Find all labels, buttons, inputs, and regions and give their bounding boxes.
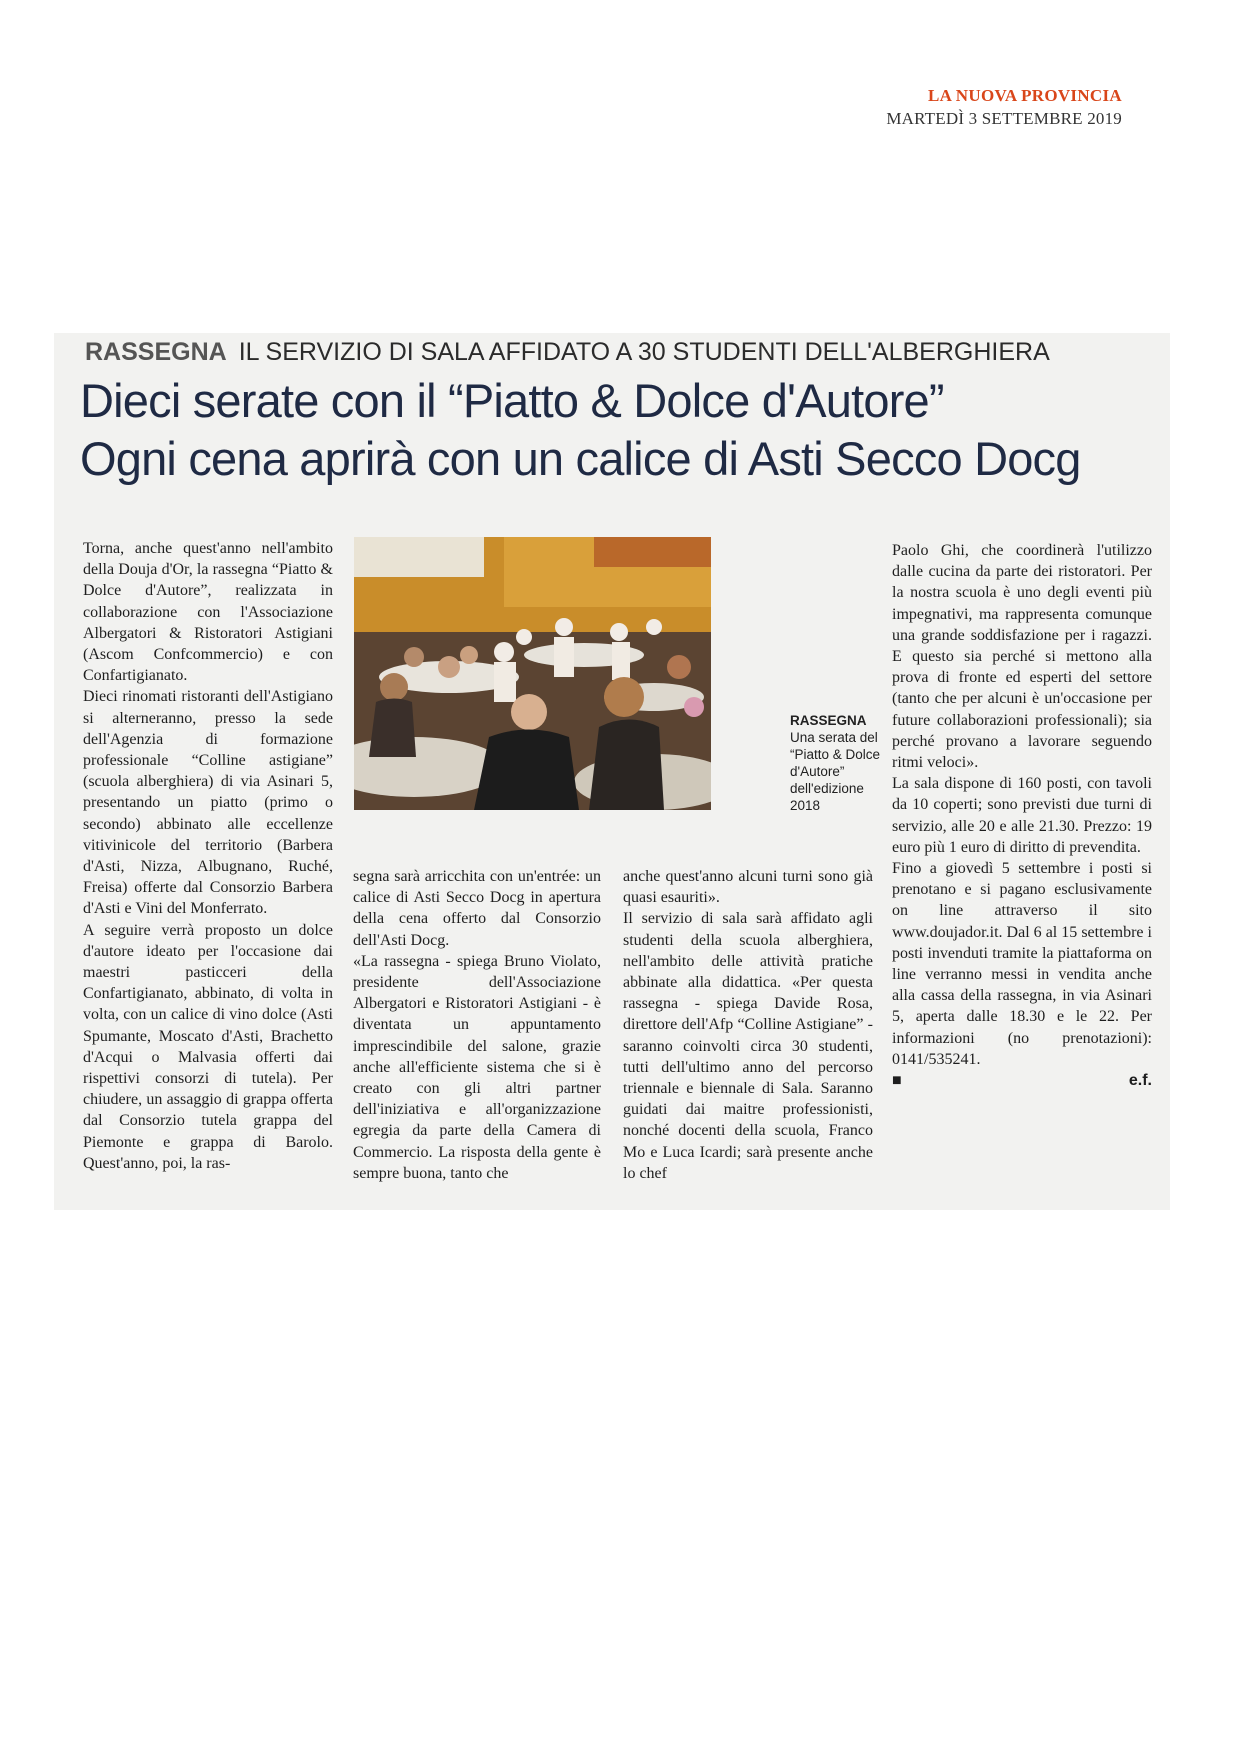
paragraph: Paolo Ghi, che coordinerà l'utilizzo dalle cucina da parte dei ristoratori. Per la nostra scuola è uno degli eventi più impegnativi, ma rappresenta comunque una grande soddisfazione per i ragazzi. E questo sia perché si mettono alla prova di fronte ed esperti del settore (tanto che per alcuni è un'occasione per future collaborazioni professionali); sia perché provano a lavorare seguendo ritmi veloci».: [892, 542, 1152, 772]
paragraph: Dieci rinomati ristoranti dell'Astigiano si alterneranno, presso la sede dell'Agenzia di formazione professionale “Colline astigiane” (scuola alberghiera) di via Asinari 5, presentando un piatto (primo o secondo) abbinato alle eccellenze vitivinicole del territorio (Barbera d'Asti, Nizza, Albugnano, Ruché, Freisa) offerte dal Consorzio Barbera d'Asti e Vini del Monferrato.: [83, 688, 333, 918]
publication-date: MARTEDÌ 3 SETTEMBRE 2019: [886, 109, 1122, 128]
headline-line-1: Dieci serate con il “Piatto & Dolce d'Autore”: [80, 374, 944, 427]
photo-caption: [790, 712, 885, 814]
article-column-3: [623, 866, 873, 1184]
article-column-4: [892, 540, 1152, 1091]
paragraph: La sala dispone di 160 posti, con tavoli da 10 coperti; sono previsti due turni di servizio, alle 20 e alle 21.30. Prezzo: 19 euro più 1 euro di diritto di prevendita.: [892, 775, 1152, 856]
article-column-1: [83, 538, 333, 1174]
section-tag: RASSEGNA: [85, 338, 227, 366]
paragraph: Fino a giovedì 5 settembre i posti si prenotano e si pagano esclusivamente on line attraverso il sito www.doujador.it. Dal 6 al 15 settembre i posti invenduti tramite la piattaforma on line verranno messi in vendita anche alla cassa della rassegna, in via Asinari 5, aperta dalle 18.30 e le 22. Per informazioni (no prenotazioni): 0141/535241.: [892, 860, 1152, 1068]
event-photo: [354, 537, 711, 810]
caption-text: Una serata del “Piatto & Dolce d'Autore” dell'edizione 2018: [790, 730, 881, 813]
author-initials: e.f.: [1128, 1072, 1152, 1090]
headline-line-2: Ogni cena aprirà con un calice di Asti Secco Docg: [80, 432, 1081, 485]
article-kicker: [85, 338, 1155, 367]
paragraph: «La rassegna - spiega Bruno Violato, presidente dell'Associazione Albergatori e Ristoratori Astigiani - è diventata un appuntamento imprescindibile del salone, grazie anche all'efficiente sistema che si è creato con gli altri partner dell'iniziativa e all'organizzazione egregia da parte della Camera di Commercio. La risposta della gente è sempre buona, tanto che: [353, 952, 601, 1182]
paragraph: segna sarà arricchita con un'entrée: un calice di Asti Secco Docg in apertura della cena offerto dal Consorzio dell'Asti Docg.: [353, 868, 601, 949]
article-end: [892, 1070, 1152, 1091]
paragraph: anche quest'anno alcuni turni sono già quasi esauriti».: [623, 868, 873, 907]
paragraph: Torna, anche quest'anno nell'ambito della Douja d'Or, la rassegna “Piatto & Dolce d'Autore”, realizzata in collaborazione con l'Associazione Albergatori & Ristoratori Astigiani (Ascom Confcommercio) e con Confartigianato.: [83, 540, 333, 685]
paragraph: Il servizio di sala sarà affidato agli studenti della scuola alberghiera, nell'ambito delle attività pratiche abbinate alla didattica. «Per questa rassegna - spiega Davide Rosa, direttore dell'Afp “Colline Astigiane” - saranno coinvolti circa 30 studenti, tutti dell'ultimo anno del percorso triennale e biennale di Sala. Saranno guidati dai maitre professionisti, nonché docenti della scuola, Franco Mo e Luca Icardi; sarà presente anche lo chef: [623, 910, 873, 1182]
article-headline: [80, 372, 1170, 488]
masthead: [822, 86, 1122, 129]
article-column-2: [353, 866, 601, 1184]
end-bullet: ■: [892, 1072, 902, 1090]
newspaper-name: LA NUOVA PROVINCIA: [927, 86, 1122, 105]
caption-tag: RASSEGNA: [790, 713, 867, 728]
paragraph: A seguire verrà proposto un dolce d'autore ideato per l'occasione dai maestri pasticceri della Confartigianato, abbinato, di volta in volta, con un calice di vino dolce (Asti Spumante, Moscato d'Asti, Brachetto d'Acqui o Malvasia offerti dai rispettivi consorzi di tutela). Per chiudere, un assaggio di grappa offerta dal Consorzio tutela grappa del Piemonte e grappa di Barolo. Quest'anno, poi, la ras-: [83, 921, 333, 1172]
kicker-text: IL SERVIZIO DI SALA AFFIDATO A 30 STUDENTI DELL'ALBERGHIERA: [238, 338, 1050, 366]
